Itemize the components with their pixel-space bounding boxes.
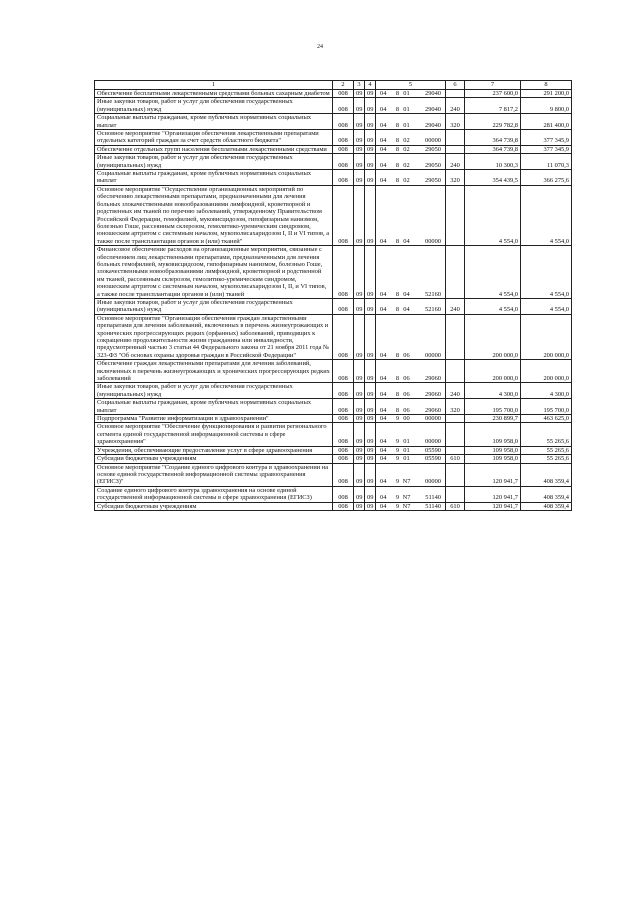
target-article-part: 04 [380, 406, 387, 414]
row-name: Обеспечение отдельных групп населения бесплатными лекарственными средствами [95, 145, 333, 153]
amount-2021: 4 554,0 [521, 298, 572, 314]
subsection-code: 09 [365, 502, 376, 510]
target-article-part: 00000 [425, 478, 441, 486]
target-article-part: 9 [395, 415, 400, 423]
ministry-code: 008 [333, 446, 354, 454]
expense-type-code [446, 486, 465, 502]
section-code: 09 [354, 130, 365, 146]
target-article-part: 04 [380, 446, 387, 454]
amount-2021: 408 359,4 [521, 486, 572, 502]
target-article-part: 52160 [425, 306, 441, 314]
ministry-code: 008 [333, 145, 354, 153]
subsection-code: 09 [365, 298, 376, 314]
ministry-code: 008 [333, 154, 354, 170]
amount-2020: 230 899,7 [465, 415, 521, 423]
target-article-part: 8 [395, 290, 400, 298]
ministry-code: 008 [333, 298, 354, 314]
column-number-row [95, 81, 572, 90]
subsection-code: 09 [365, 463, 376, 486]
section-code: 09 [354, 246, 365, 299]
ministry-code: 008 [333, 114, 354, 130]
target-article-part: 9 [395, 494, 400, 502]
row-name: Обеспечение бесплатными лекарственными средствами больных сахарным диабетом [95, 90, 333, 98]
row-name: Обеспечение граждан лекарственными препаратами для лечения заболеваний, включенных в перечень жизнеугрожающих и хронических прогрессирующих редких заболеваний [95, 360, 333, 383]
target-article-part: 29060 [425, 375, 441, 383]
section-code: 09 [354, 463, 365, 486]
target-article-code [376, 463, 446, 486]
target-article-part: 8 [395, 121, 400, 129]
amount-2021: 408 359,4 [521, 502, 572, 510]
target-article-part: 04 [380, 415, 387, 423]
amount-2021: 366 275,6 [521, 170, 572, 186]
target-article-part: 04 [380, 438, 387, 446]
subsection-code: 09 [365, 98, 376, 114]
section-code: 09 [354, 383, 365, 399]
target-article-part: 04 [380, 390, 387, 398]
target-article-part: N7 [402, 478, 411, 486]
target-article-part: 04 [380, 351, 387, 359]
target-article-part: 00000 [425, 237, 441, 245]
expense-type-code [446, 415, 465, 423]
target-article-part: 01 [403, 455, 410, 463]
target-article-part: 05590 [425, 446, 441, 454]
ministry-code: 008 [333, 415, 354, 423]
subsection-code: 09 [365, 399, 376, 415]
subsection-code: 09 [365, 383, 376, 399]
target-article-part: 51140 [425, 494, 441, 502]
subsection-code: 09 [365, 130, 376, 146]
column-header: 4 [365, 81, 376, 90]
ministry-code: 008 [333, 383, 354, 399]
amount-2020: 120 941,7 [465, 463, 521, 486]
amount-2020: 120 941,7 [465, 502, 521, 510]
subsection-code: 09 [365, 114, 376, 130]
target-article-part: 8 [395, 351, 400, 359]
table-row [95, 98, 572, 114]
target-article-part: 8 [395, 137, 400, 145]
column-header: 8 [521, 81, 572, 90]
section-code: 09 [354, 114, 365, 130]
table-row [95, 446, 572, 454]
amount-2021: 200 000,0 [521, 314, 572, 359]
amount-2021: 200 000,0 [521, 360, 572, 383]
target-article-part: 06 [403, 351, 410, 359]
expense-type-code [446, 130, 465, 146]
target-article-part: 8 [395, 406, 400, 414]
target-article-code [376, 145, 446, 153]
target-article-part: 8 [395, 90, 400, 97]
target-article-part: 01 [403, 105, 410, 113]
target-article-part: N7 [402, 502, 411, 510]
subsection-code: 09 [365, 415, 376, 423]
subsection-code: 09 [365, 185, 376, 245]
target-article-part: 9 [395, 478, 400, 486]
table-row [95, 114, 572, 130]
section-code: 09 [354, 170, 365, 186]
target-article-code [376, 314, 446, 359]
table-row [95, 383, 572, 399]
target-article-part: 01 [403, 90, 410, 97]
target-article-part: 04 [380, 105, 387, 113]
amount-2021: 55 265,6 [521, 423, 572, 446]
section-code: 09 [354, 502, 365, 510]
page-number: 24 [317, 44, 323, 50]
target-article-part: 9 [395, 438, 400, 446]
expense-type-code: 610 [446, 502, 465, 510]
target-article-part: 00000 [425, 351, 441, 359]
target-article-part: 8 [395, 375, 400, 383]
expense-type-code: 240 [446, 298, 465, 314]
target-article-code [376, 455, 446, 463]
ministry-code: 008 [333, 463, 354, 486]
expense-type-code: 610 [446, 455, 465, 463]
subsection-code: 09 [365, 486, 376, 502]
expense-type-code [446, 446, 465, 454]
target-article-part: 04 [380, 237, 387, 245]
amount-2020: 10 300,3 [465, 154, 521, 170]
target-article-part: 04 [380, 494, 387, 502]
amount-2020: 109 958,0 [465, 423, 521, 446]
column-header: 2 [333, 81, 354, 90]
target-article-part: 29050 [425, 145, 441, 153]
target-article-part: 01 [403, 121, 410, 129]
section-code: 09 [354, 455, 365, 463]
target-article-part: 04 [403, 237, 410, 245]
ministry-code: 008 [333, 360, 354, 383]
expense-type-code [446, 423, 465, 446]
amount-2020: 237 600,0 [465, 90, 521, 98]
amount-2020: 364 739,8 [465, 145, 521, 153]
amount-2020: 109 958,0 [465, 455, 521, 463]
target-article-part: 9 [395, 502, 400, 510]
amount-2021: 463 625,0 [521, 415, 572, 423]
amount-2020: 4 300,0 [465, 383, 521, 399]
target-article-part: 04 [403, 306, 410, 314]
row-name: Субсидии бюджетным учреждениям [95, 455, 333, 463]
section-code: 09 [354, 415, 365, 423]
column-header: 7 [465, 81, 521, 90]
target-article-part: 04 [380, 290, 387, 298]
expense-type-code [446, 246, 465, 299]
target-article-code [376, 486, 446, 502]
amount-2021: 55 265,6 [521, 446, 572, 454]
ministry-code: 008 [333, 246, 354, 299]
expense-type-code [446, 145, 465, 153]
section-code: 09 [354, 486, 365, 502]
target-article-code [376, 360, 446, 383]
expense-type-code [446, 463, 465, 486]
expense-type-code: 320 [446, 114, 465, 130]
target-article-code [376, 98, 446, 114]
expense-type-code: 240 [446, 154, 465, 170]
target-article-part: 04 [380, 90, 387, 97]
target-article-part: 9 [395, 455, 400, 463]
amount-2020: 4 554,0 [465, 246, 521, 299]
table-row [95, 170, 572, 186]
target-article-part: 02 [403, 137, 410, 145]
target-article-part: 04 [380, 161, 387, 169]
ministry-code: 008 [333, 90, 354, 98]
table-row [95, 423, 572, 446]
target-article-part: 29050 [425, 161, 441, 169]
row-name: Социальные выплаты гражданам, кроме публичных нормативных социальных выплат [95, 170, 333, 186]
amount-2021: 9 800,0 [521, 98, 572, 114]
expense-type-code [446, 314, 465, 359]
target-article-part: 8 [395, 306, 400, 314]
section-code: 09 [354, 423, 365, 446]
target-article-code [376, 298, 446, 314]
expense-type-code: 240 [446, 98, 465, 114]
table-row [95, 145, 572, 153]
target-article-part: 00 [403, 415, 410, 423]
target-article-part: 01 [403, 438, 410, 446]
target-article-part: 02 [403, 161, 410, 169]
row-name: Социальные выплаты гражданам, кроме публичных нормативных социальных выплат [95, 114, 333, 130]
target-article-part: 52160 [425, 290, 441, 298]
row-name: Иные закупки товаров, работ и услуг для обеспечения государственных (муниципальных) нужд [95, 98, 333, 114]
target-article-part: 04 [380, 177, 387, 185]
row-name: Социальные выплаты гражданам, кроме публичных нормативных социальных выплат [95, 399, 333, 415]
target-article-part: 29060 [425, 406, 441, 414]
subsection-code: 09 [365, 170, 376, 186]
target-article-part: 04 [380, 306, 387, 314]
row-name: Создание единого цифрового контура здравоохранения на основе единой государственной информационной системы в сфере здравоохранения (ЕГИСЗ) [95, 486, 333, 502]
table-row [95, 360, 572, 383]
target-article-part: 05590 [425, 455, 441, 463]
table-row [95, 154, 572, 170]
row-name: Основное мероприятие "Обеспечение функционирования и развития регионального сегмента единой государственной информационной системы в сфере здравоохранения" [95, 423, 333, 446]
subsection-code: 09 [365, 455, 376, 463]
table-row [95, 314, 572, 359]
target-article-code [376, 90, 446, 98]
amount-2021: 291 200,0 [521, 90, 572, 98]
column-header: 3 [354, 81, 365, 90]
target-article-part: 00000 [425, 137, 441, 145]
table-row [95, 455, 572, 463]
target-article-part: 02 [403, 177, 410, 185]
target-article-part: 04 [380, 375, 387, 383]
ministry-code: 008 [333, 98, 354, 114]
column-header: 6 [446, 81, 465, 90]
target-article-code [376, 415, 446, 423]
budget-table [94, 80, 572, 511]
ministry-code: 008 [333, 455, 354, 463]
amount-2021: 4 554,0 [521, 185, 572, 245]
amount-2020: 4 554,0 [465, 298, 521, 314]
table-row [95, 502, 572, 510]
table-row [95, 246, 572, 299]
target-article-part: 01 [403, 446, 410, 454]
subsection-code: 09 [365, 423, 376, 446]
target-article-part: 29040 [425, 90, 441, 97]
table-row [95, 130, 572, 146]
target-article-code [376, 246, 446, 299]
row-name: Субсидии бюджетным учреждениям [95, 502, 333, 510]
subsection-code: 09 [365, 446, 376, 454]
target-article-part: 29060 [425, 390, 441, 398]
target-article-code [376, 423, 446, 446]
expense-type-code: 240 [446, 383, 465, 399]
amount-2021: 11 070,3 [521, 154, 572, 170]
ministry-code: 008 [333, 423, 354, 446]
target-article-part: 04 [380, 137, 387, 145]
target-article-part: 00000 [425, 438, 441, 446]
amount-2021: 4 554,0 [521, 246, 572, 299]
section-code: 09 [354, 90, 365, 98]
target-article-part: 04 [403, 290, 410, 298]
target-article-part: 8 [395, 145, 400, 153]
ministry-code: 008 [333, 502, 354, 510]
target-article-part: 06 [403, 390, 410, 398]
row-name: Иные закупки товаров, работ и услуг для обеспечения государственных (муниципальных) нужд [95, 383, 333, 399]
target-article-part: 04 [380, 145, 387, 153]
ministry-code: 008 [333, 170, 354, 186]
row-name: Финансовое обеспечение расходов на организационные мероприятия, связанные с обеспечением лиц лекарственными препаратами, предназначенными для лечения больных гемофилией, муковисцидозом, гипофизарным нанизмом, болезнью Гоше, злокачественными новообразованиями лимфоидной, кроветворной и родственной им тканей, рассеянным склерозом, гемолитико-уремическим синдромом, юношеским артритом с системным началом, мукополисахаридозом I, II, и VI типов, а также после трансплантации органов и (или) тканей [95, 246, 333, 299]
subsection-code: 09 [365, 314, 376, 359]
expense-type-code: 320 [446, 170, 465, 186]
target-article-part: 8 [395, 177, 400, 185]
subsection-code: 09 [365, 360, 376, 383]
target-article-part: N7 [402, 494, 411, 502]
ministry-code: 008 [333, 314, 354, 359]
target-article-part: 04 [380, 502, 387, 510]
amount-2021: 408 359,4 [521, 463, 572, 486]
amount-2020: 364 739,8 [465, 130, 521, 146]
section-code: 09 [354, 360, 365, 383]
table-row [95, 399, 572, 415]
subsection-code: 09 [365, 90, 376, 98]
amount-2021: 4 300,0 [521, 383, 572, 399]
row-name: Учреждения, обеспечивающие предоставление услуг в сфере здравоохранения [95, 446, 333, 454]
expense-type-code [446, 90, 465, 98]
target-article-code [376, 154, 446, 170]
table-row [95, 90, 572, 98]
target-article-part: 51140 [425, 502, 441, 510]
amount-2020: 7 817,2 [465, 98, 521, 114]
expense-type-code: 320 [446, 399, 465, 415]
target-article-code [376, 185, 446, 245]
ministry-code: 008 [333, 185, 354, 245]
amount-2020: 229 782,8 [465, 114, 521, 130]
column-header: 1 [95, 81, 333, 90]
table-row [95, 415, 572, 423]
amount-2020: 200 000,0 [465, 314, 521, 359]
amount-2020: 200 000,0 [465, 360, 521, 383]
target-article-part: 04 [380, 121, 387, 129]
target-article-part: 04 [380, 478, 387, 486]
section-code: 09 [354, 314, 365, 359]
column-header: 5 [376, 81, 446, 90]
row-name: Основное мероприятие "Организация обеспечения граждан лекарственными препаратами для лечения заболеваний, включенных в перечень жизнеугрожающих и хронических прогрессирующих редких (орфанных) заболеваний, приводящих к сокращению продолжительности жизни гражданина или инвалидности, предусмотренный частью 3 статьи 44 Федерального закона от 21 ноября 2011 года № 323-ФЗ "Об основах охраны здоровья граждан в Российской Федерации" [95, 314, 333, 359]
subsection-code: 09 [365, 246, 376, 299]
target-article-code [376, 170, 446, 186]
row-name: Иные закупки товаров, работ и услуг для обеспечения государственных (муниципальных) нужд [95, 154, 333, 170]
amount-2020: 109 958,0 [465, 446, 521, 454]
amount-2020: 4 554,0 [465, 185, 521, 245]
target-article-part: 29040 [425, 105, 441, 113]
target-article-part: 8 [395, 390, 400, 398]
row-name: Основное мероприятие "Создание единого цифрового контура в здравоохранении на основе единой государственной информационной системы здравоохранения (ЕГИСЗ)" [95, 463, 333, 486]
target-article-part: 8 [395, 105, 400, 113]
row-name: Основное мероприятие "Осуществление организационных мероприятий по обеспечению лекарственными препаратами, предназначенными для лечения больных злокачественными новообразованиями лимфоидной, кроветворной и родственных им тканей по перечню заболеваний, утвержденному Правительством Российской Федерации, гемофилией, муковисцидозом, гипофизарным нанизмом, болезнью Гоше, рассеянным склерозом, гемолитико-уремическим синдромом, юношеским артритом с системным началом, мукополисахаридозом I, II и VI типов, а также после трансплантации органов и (или) тканей" [95, 185, 333, 245]
amount-2020: 354 439,5 [465, 170, 521, 186]
target-article-part: 04 [380, 455, 387, 463]
section-code: 09 [354, 154, 365, 170]
target-article-part: 00000 [425, 415, 441, 423]
row-name: Основное мероприятие "Организация обеспечения лекарственными препаратами отдельных категорий граждан за счет средств областного бюджета" [95, 130, 333, 146]
target-article-part: 02 [403, 145, 410, 153]
target-article-code [376, 383, 446, 399]
target-article-part: 8 [395, 161, 400, 169]
target-article-code [376, 114, 446, 130]
expense-type-code [446, 360, 465, 383]
amount-2020: 195 700,0 [465, 399, 521, 415]
section-code: 09 [354, 298, 365, 314]
ministry-code: 008 [333, 486, 354, 502]
section-code: 09 [354, 446, 365, 454]
target-article-part: 06 [403, 375, 410, 383]
ministry-code: 008 [333, 399, 354, 415]
ministry-code: 008 [333, 130, 354, 146]
expense-type-code [446, 185, 465, 245]
table-row [95, 486, 572, 502]
amount-2021: 195 700,0 [521, 399, 572, 415]
amount-2021: 281 400,0 [521, 114, 572, 130]
table-row [95, 185, 572, 245]
target-article-code [376, 446, 446, 454]
target-article-part: 29040 [425, 121, 441, 129]
target-article-code [376, 130, 446, 146]
row-name: Подпрограмма "Развитие информатизации в здравоохранении" [95, 415, 333, 423]
target-article-code [376, 502, 446, 510]
target-article-part: 8 [395, 237, 400, 245]
target-article-part: 06 [403, 406, 410, 414]
amount-2020: 120 941,7 [465, 486, 521, 502]
row-name: Иные закупки товаров, работ и услуг для обеспечения государственных (муниципальных) нужд [95, 298, 333, 314]
target-article-part: 9 [395, 446, 400, 454]
amount-2021: 377 345,9 [521, 130, 572, 146]
table-row [95, 298, 572, 314]
section-code: 09 [354, 399, 365, 415]
section-code: 09 [354, 98, 365, 114]
section-code: 09 [354, 185, 365, 245]
subsection-code: 09 [365, 154, 376, 170]
section-code: 09 [354, 145, 365, 153]
subsection-code: 09 [365, 145, 376, 153]
target-article-part: 29050 [425, 177, 441, 185]
amount-2021: 55 265,6 [521, 455, 572, 463]
amount-2021: 377 345,9 [521, 145, 572, 153]
table-row [95, 463, 572, 486]
target-article-code [376, 399, 446, 415]
